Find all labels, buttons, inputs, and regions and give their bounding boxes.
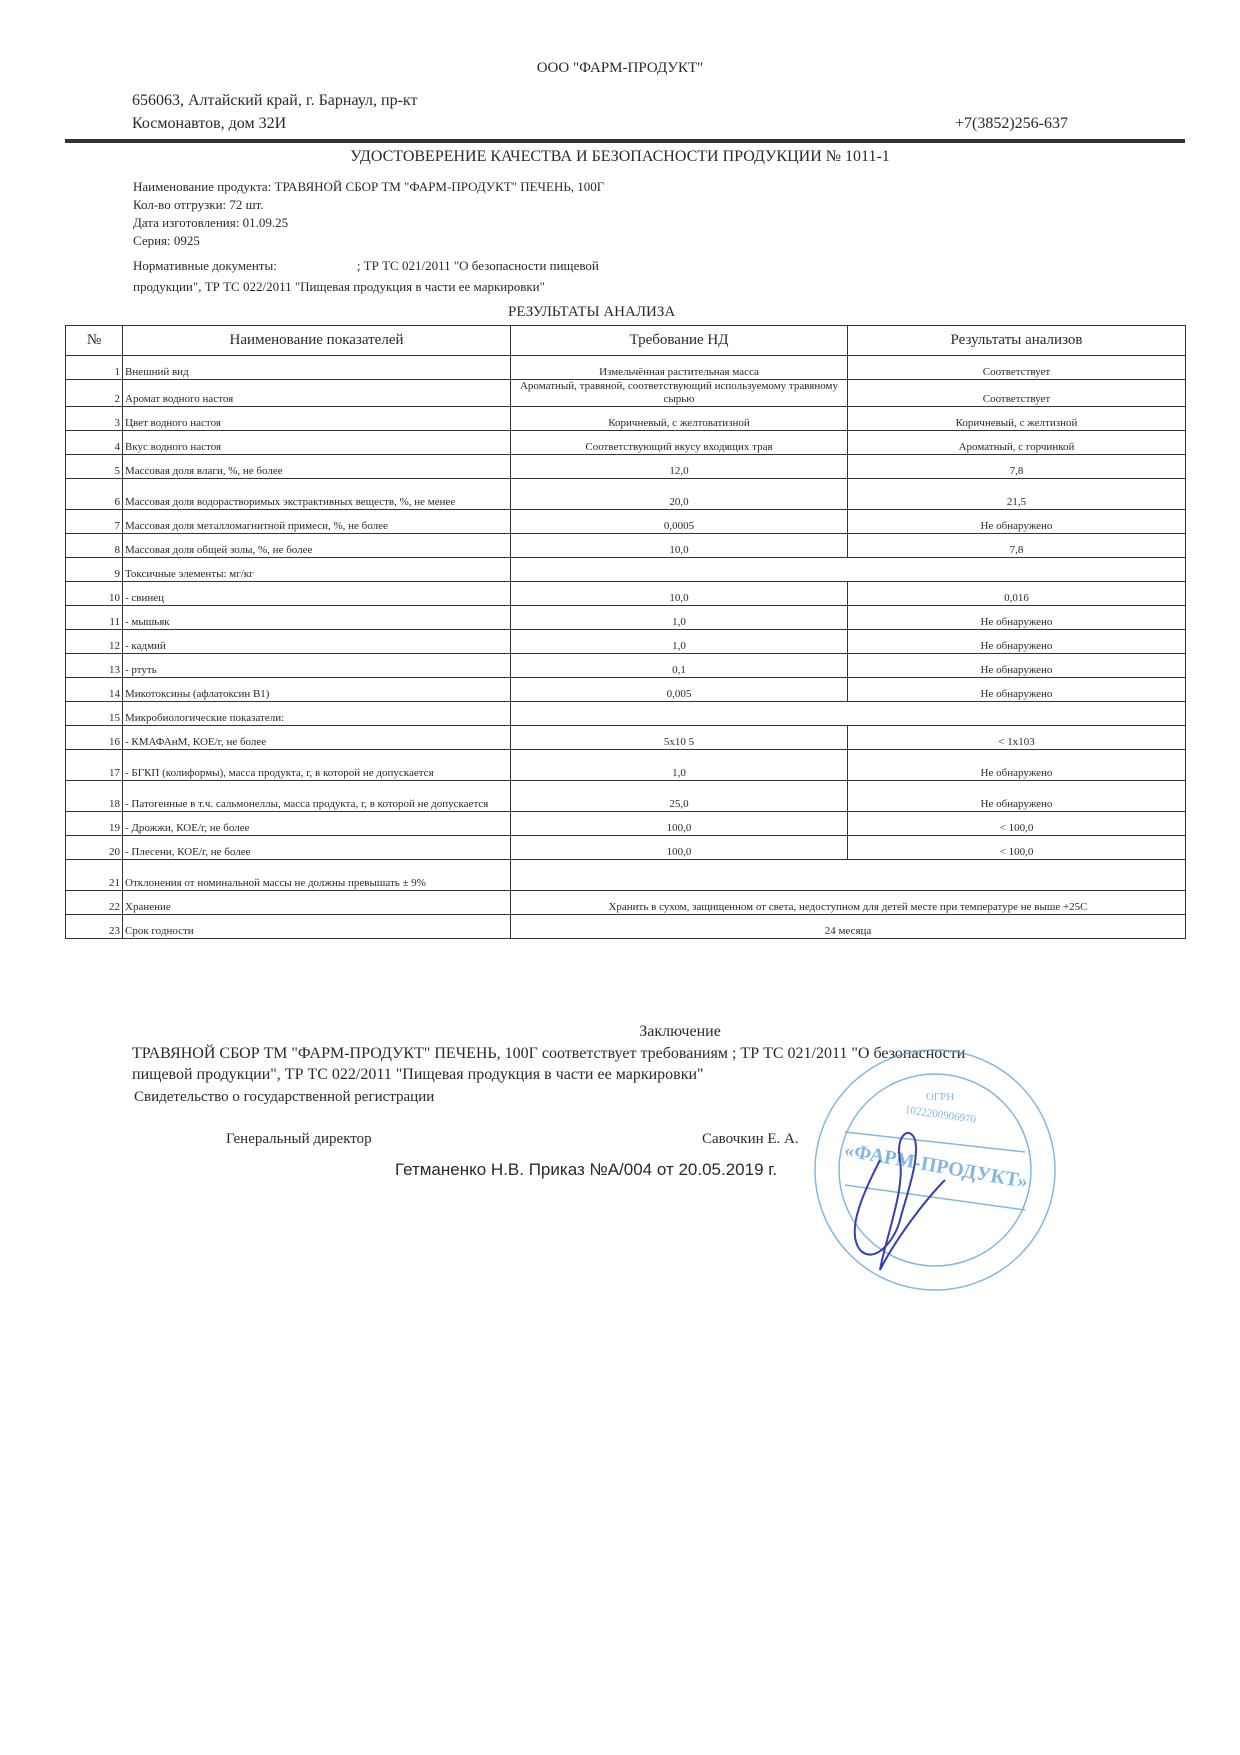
indicator-name: - свинец — [123, 582, 511, 606]
normdocs-line-1: ; ТР ТС 021/2011 "О безопасности пищевой — [356, 258, 599, 273]
table-row — [66, 630, 1186, 654]
indicator-name: Массовая доля металломагнитной примеси, %, не более — [123, 510, 511, 534]
order-reference: Гетманенко Н.В. Приказ №А/004 от 20.05.2019 г. — [395, 1160, 778, 1179]
row-number: 7 — [66, 510, 123, 534]
address-line-1: 656063, Алтайский край, г. Барнаул, пр-кт — [132, 92, 418, 109]
indicator-name: - ртуть — [123, 654, 511, 678]
column-header-requirement: Требование НД — [511, 326, 848, 356]
row-number: 14 — [66, 678, 123, 702]
indicator-name: Массовая доля водорастворимых экстрактивных веществ, %, не менее — [123, 479, 511, 510]
requirement-value: Измельчённая растительная масса — [511, 356, 848, 380]
indicator-name: - БГКП (колиформы), масса продукта, г, в которой не допускается — [123, 750, 511, 781]
indicator-name: Микотоксины (афлатоксин В1) — [123, 678, 511, 702]
header-divider — [65, 139, 1185, 143]
table-row — [66, 726, 1186, 750]
table-row — [66, 582, 1186, 606]
director-title: Генеральный директор — [226, 1131, 372, 1147]
result-value: Не обнаружено — [848, 606, 1186, 630]
result-value: Соответствует — [848, 380, 1186, 407]
company-address — [132, 89, 417, 135]
conclusion-title: Заключение — [639, 1023, 721, 1040]
requirement-value: 0,1 — [511, 654, 848, 678]
row-number: 4 — [66, 431, 123, 455]
table-row — [66, 479, 1186, 510]
director-name: Савочкин Е. А. — [702, 1131, 799, 1147]
table-row — [66, 812, 1186, 836]
indicator-name: - КМАФАнМ, КОЕ/г, не более — [123, 726, 511, 750]
table-row — [66, 431, 1186, 455]
indicator-name: - Дрожжи, КОЕ/г, не более — [123, 812, 511, 836]
result-value: Не обнаружено — [848, 510, 1186, 534]
table-row — [66, 380, 1186, 407]
product-meta — [133, 178, 604, 250]
result-value: 21,5 — [848, 479, 1186, 510]
table-row — [66, 678, 1186, 702]
merged-value — [511, 860, 1186, 891]
company-stamp — [805, 1040, 1065, 1300]
result-value: Не обнаружено — [848, 678, 1186, 702]
stamp-line-bottom — [845, 1185, 1025, 1210]
row-number: 1 — [66, 356, 123, 380]
result-value: Соответствует — [848, 356, 1186, 380]
indicator-name: Цвет водного настоя — [123, 407, 511, 431]
normdocs-label: Нормативные документы: — [133, 258, 277, 273]
product-name: Наименование продукта: ТРАВЯНОЙ СБОР ТМ "ФАРМ-ПРОДУКТ" ПЕЧЕНЬ, 100Г — [133, 179, 605, 194]
results-table — [65, 325, 1186, 939]
result-value: Не обнаружено — [848, 781, 1186, 812]
result-value: < 100,0 — [848, 836, 1186, 860]
requirement-value: 1,0 — [511, 750, 848, 781]
requirement-value: 25,0 — [511, 781, 848, 812]
table-row — [66, 750, 1186, 781]
indicator-name: Вкус водного настоя — [123, 431, 511, 455]
requirement-value: 5x10 5 — [511, 726, 848, 750]
indicator-name: Внешний вид — [123, 356, 511, 380]
row-number: 3 — [66, 407, 123, 431]
requirement-value: 0,0005 — [511, 510, 848, 534]
result-value: 0,016 — [848, 582, 1186, 606]
results-title: РЕЗУЛЬТАТЫ АНАЛИЗА — [508, 304, 676, 320]
table-row — [66, 836, 1186, 860]
table-row — [66, 510, 1186, 534]
manufacture-date: Дата изготовления: 01.09.25 — [133, 215, 289, 230]
indicator-name: Токсичные элементы: мг/кг — [123, 558, 511, 582]
table-row — [66, 407, 1186, 431]
result-value: 7,8 — [848, 534, 1186, 558]
row-number: 9 — [66, 558, 123, 582]
requirement-value: 0,005 — [511, 678, 848, 702]
table-row — [66, 356, 1186, 380]
table-row — [66, 455, 1186, 479]
row-number: 15 — [66, 702, 123, 726]
requirement-value: 12,0 — [511, 455, 848, 479]
table-row — [66, 558, 1186, 582]
indicator-name: Аромат водного настоя — [123, 380, 511, 407]
series: Серия: 0925 — [133, 233, 200, 248]
row-number: 8 — [66, 534, 123, 558]
requirement-value: Ароматный, травяной, соответствующий используемому травяному сырью — [511, 380, 848, 407]
result-value: Не обнаружено — [848, 654, 1186, 678]
requirement-value: 10,0 — [511, 534, 848, 558]
indicator-name: - Плесени, КОЕ/г, не более — [123, 836, 511, 860]
row-number: 21 — [66, 860, 123, 891]
results-table-body — [66, 356, 1186, 939]
table-row — [66, 654, 1186, 678]
row-number: 18 — [66, 781, 123, 812]
shipment-quantity: Кол-во отгрузки: 72 шт. — [133, 197, 264, 212]
row-number: 16 — [66, 726, 123, 750]
result-value: 7,8 — [848, 455, 1186, 479]
table-row — [66, 915, 1186, 939]
row-number: 10 — [66, 582, 123, 606]
table-row — [66, 781, 1186, 812]
conclusion-text: ТРАВЯНОЙ СБОР ТМ "ФАРМ-ПРОДУКТ" ПЕЧЕНЬ, 100Г соответствует требованиям ; ТР ТС 021/2011 "О безопасности пищевой продукции", ТР ТС 022/2011 "Пищевая продукция в части ее маркировки" — [132, 1045, 966, 1083]
table-header-row — [66, 326, 1186, 356]
table-row — [66, 534, 1186, 558]
normative-documents — [133, 255, 733, 297]
result-value: Коричневый, с желтизной — [848, 407, 1186, 431]
column-header-indicator: Наименование показателей — [123, 326, 511, 356]
row-number: 19 — [66, 812, 123, 836]
indicator-name: Массовая доля общей золы, %, не более — [123, 534, 511, 558]
indicator-name: Массовая доля влаги, %, не более — [123, 455, 511, 479]
indicator-name: - кадмий — [123, 630, 511, 654]
result-value: Не обнаружено — [848, 750, 1186, 781]
stamp-ogrn-label: ОГРН — [925, 1091, 955, 1103]
indicator-name: Хранение — [123, 891, 511, 915]
company-name: ООО "ФАРМ-ПРОДУКТ" — [536, 60, 704, 76]
indicator-name: Срок годности — [123, 915, 511, 939]
requirement-value: 20,0 — [511, 479, 848, 510]
row-number: 5 — [66, 455, 123, 479]
merged-value — [511, 558, 1186, 582]
requirement-value: 1,0 — [511, 606, 848, 630]
requirement-value: Соответствующий вкусу входящих трав — [511, 431, 848, 455]
table-row — [66, 606, 1186, 630]
row-number: 17 — [66, 750, 123, 781]
normdocs-line-2: продукции", ТР ТС 022/2011 "Пищевая продукция в части ее маркировки" — [133, 279, 545, 294]
row-number: 6 — [66, 479, 123, 510]
requirement-value: 1,0 — [511, 630, 848, 654]
indicator-name: - Патогенные в т.ч. сальмонеллы, масса продукта, г, в которой не допускается — [123, 781, 511, 812]
requirement-value: 100,0 — [511, 836, 848, 860]
column-header-result: Результаты анализов — [848, 326, 1186, 356]
result-value: Не обнаружено — [848, 630, 1186, 654]
indicator-name: - мышьяк — [123, 606, 511, 630]
table-row — [66, 860, 1186, 891]
requirement-value: 10,0 — [511, 582, 848, 606]
row-number: 20 — [66, 836, 123, 860]
merged-value — [511, 702, 1186, 726]
requirement-value: Коричневый, с желтоватизной — [511, 407, 848, 431]
registration-certificate: Свидетельство о государственной регистрации — [134, 1089, 435, 1105]
result-value: < 100,0 — [848, 812, 1186, 836]
row-number: 23 — [66, 915, 123, 939]
row-number: 12 — [66, 630, 123, 654]
indicator-name: Микробиологические показатели: — [123, 702, 511, 726]
result-value: < 1x103 — [848, 726, 1186, 750]
indicator-name: Отклонения от номинальной массы не должны превышать ± 9% — [123, 860, 511, 891]
merged-value: 24 месяца — [511, 915, 1186, 939]
table-row — [66, 702, 1186, 726]
address-line-2: Космонавтов, дом 32И — [132, 115, 287, 132]
certificate-title: УДОСТОВЕРЕНИЕ КАЧЕСТВА И БЕЗОПАСНОСТИ ПРОДУКЦИИ № 1011-1 — [350, 148, 890, 165]
requirement-value: 100,0 — [511, 812, 848, 836]
table-row — [66, 891, 1186, 915]
row-number: 13 — [66, 654, 123, 678]
column-header-number: № — [66, 326, 123, 356]
stamp-ogrn: 1022200906970 — [904, 1104, 977, 1126]
stamp-company: «ФАРМ-ПРОДУКТ» — [842, 1139, 1030, 1194]
row-number: 22 — [66, 891, 123, 915]
result-value: Ароматный, с горчинкой — [848, 431, 1186, 455]
merged-value: Хранить в сухом, защищенном от света, недоступном для детей месте при температуре не выше +25С — [511, 891, 1186, 915]
row-number: 11 — [66, 606, 123, 630]
row-number: 2 — [66, 380, 123, 407]
company-phone: +7(3852)256-637 — [955, 115, 1069, 132]
